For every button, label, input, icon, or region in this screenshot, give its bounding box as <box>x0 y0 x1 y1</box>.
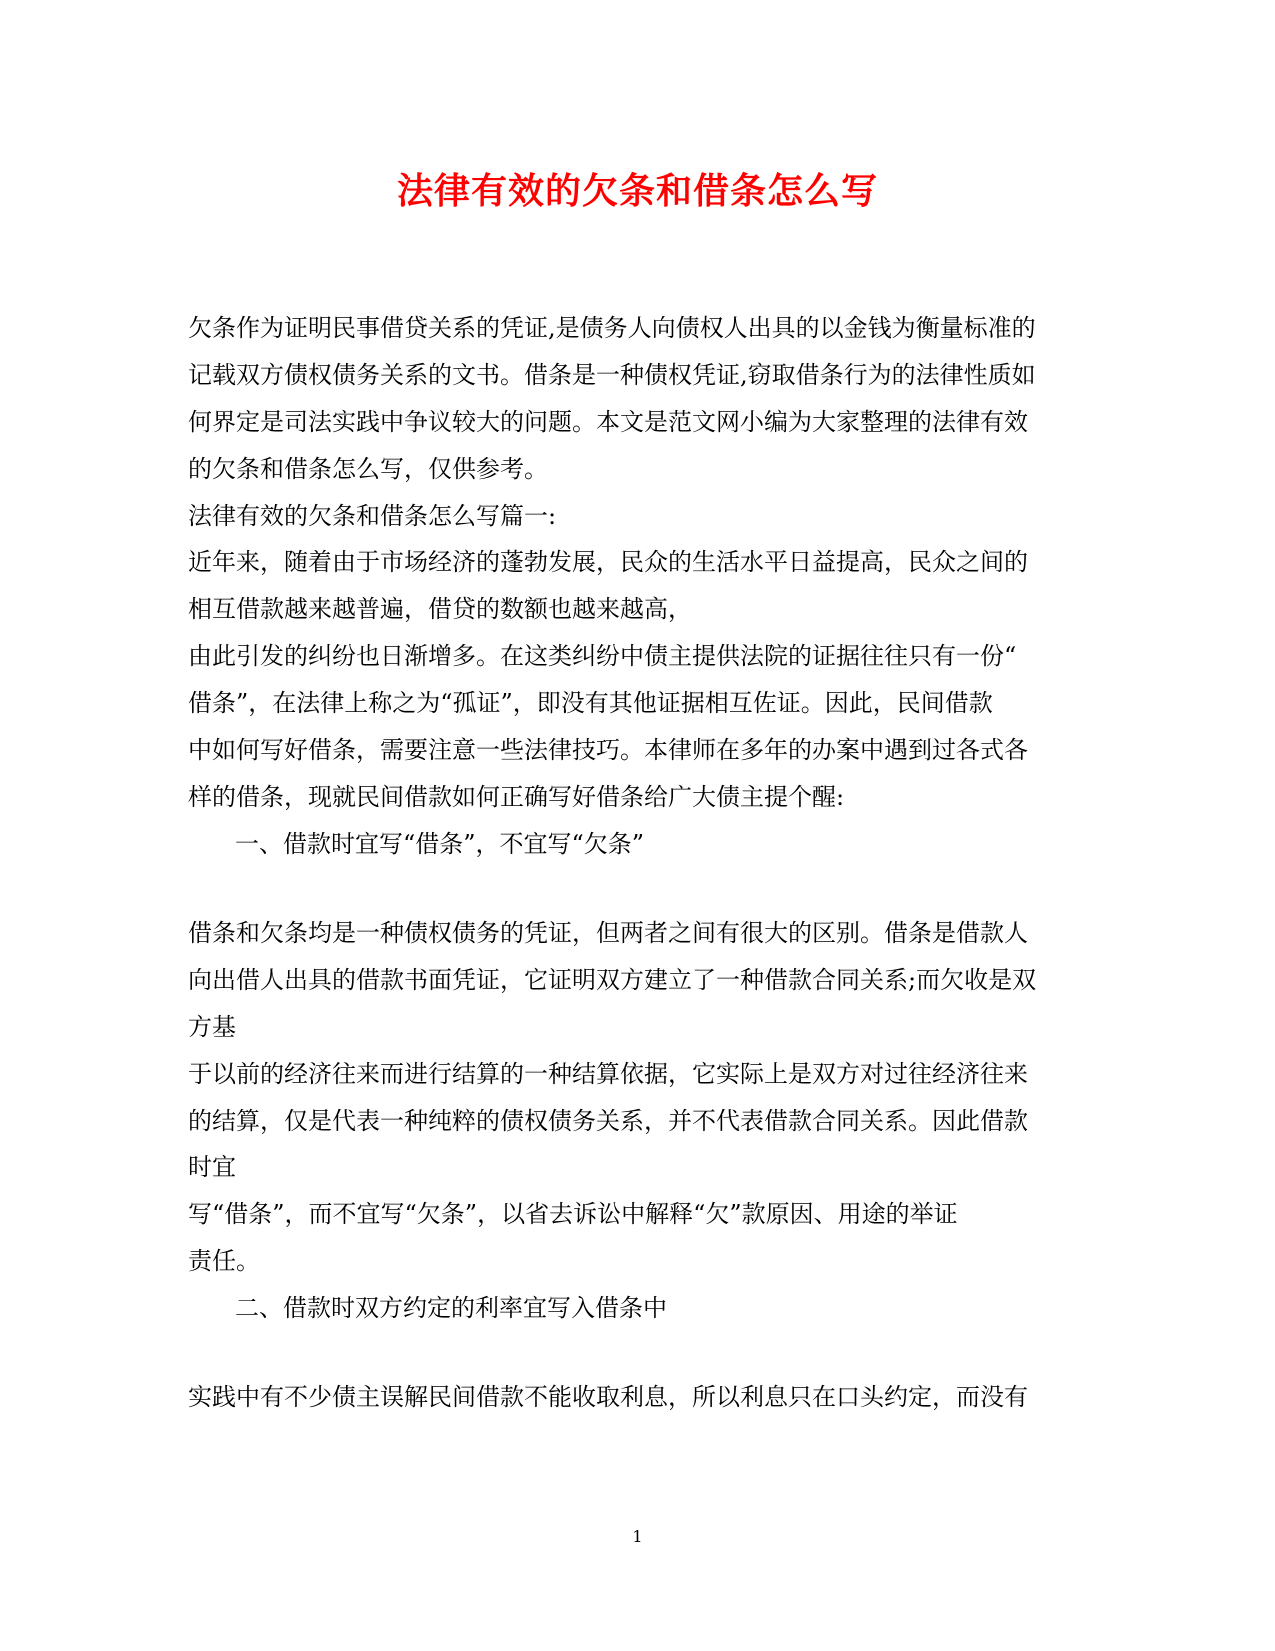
body-line: 于以前的经济往来而进行结算的一种结算依据，它实际上是双方对过往经济往来 <box>188 1060 1028 1088</box>
body-line: 借条和欠条均是一种债权债务的凭证，但两者之间有很大的区别。借条是借款人 <box>188 919 1028 947</box>
page-number: 1 <box>632 1527 643 1546</box>
body-line: 欠条作为证明民事借贷关系的凭证,是债务人向债权人出具的以金钱为衡量标准的 <box>188 314 1036 342</box>
body-line: 方基 <box>188 1013 236 1041</box>
section-heading: 法律有效的欠条和借条怎么写篇一: <box>188 502 557 530</box>
subheading-2: 二、借款时双方约定的利率宜写入借条中 <box>235 1294 667 1322</box>
body-line: 时宜 <box>188 1153 236 1181</box>
body-line: 中如何写好借条，需要注意一些法律技巧。本律师在多年的办案中遇到过各式各 <box>188 736 1028 764</box>
body-line: 的结算，仅是代表一种纯粹的债权债务关系，并不代表借款合同关系。因此借款 <box>188 1107 1028 1135</box>
body-line: 何界定是司法实践中争议较大的问题。本文是范文网小编为大家整理的法律有效 <box>188 408 1028 436</box>
body-line: 由此引发的纠纷也日渐增多。在这类纠纷中债主提供法院的证据往往只有一份“ <box>188 642 1017 670</box>
body-line: 近年来，随着由于市场经济的蓬勃发展，民众的生活水平日益提高，民众之间的 <box>188 548 1028 576</box>
body-line: 写“借条”，而不宜写“欠条”，以省去诉讼中解释“欠”款原因、用途的举证 <box>188 1200 958 1228</box>
body-line: 实践中有不少债主误解民间借款不能收取利息，所以利息只在口头约定，而没有 <box>188 1383 1028 1411</box>
body-line: 相互借款越来越普遍，借贷的数额也越来越高， <box>188 595 692 623</box>
body-line: 借条”，在法律上称之为“孤证”，即没有其他证据相互佐证。因此，民间借款 <box>188 689 993 717</box>
subheading-1: 一、借款时宜写“借条”，不宜写“欠条” <box>235 830 645 858</box>
body-line: 样的借条，现就民间借款如何正确写好借条给广大债主提个醒: <box>188 783 845 811</box>
body-line: 记载双方债权债务关系的文书。借条是一种债权凭证,窃取借条行为的法律性质如 <box>188 361 1036 389</box>
body-line: 向出借人出具的借款书面凭证，它证明双方建立了一种借款合同关系;而欠收是双 <box>188 966 1037 994</box>
body-line: 的欠条和借条怎么写，仅供参考。 <box>188 455 548 483</box>
document-title: 法律有效的欠条和借条怎么写 <box>396 170 878 212</box>
body-line: 责任。 <box>188 1247 260 1275</box>
